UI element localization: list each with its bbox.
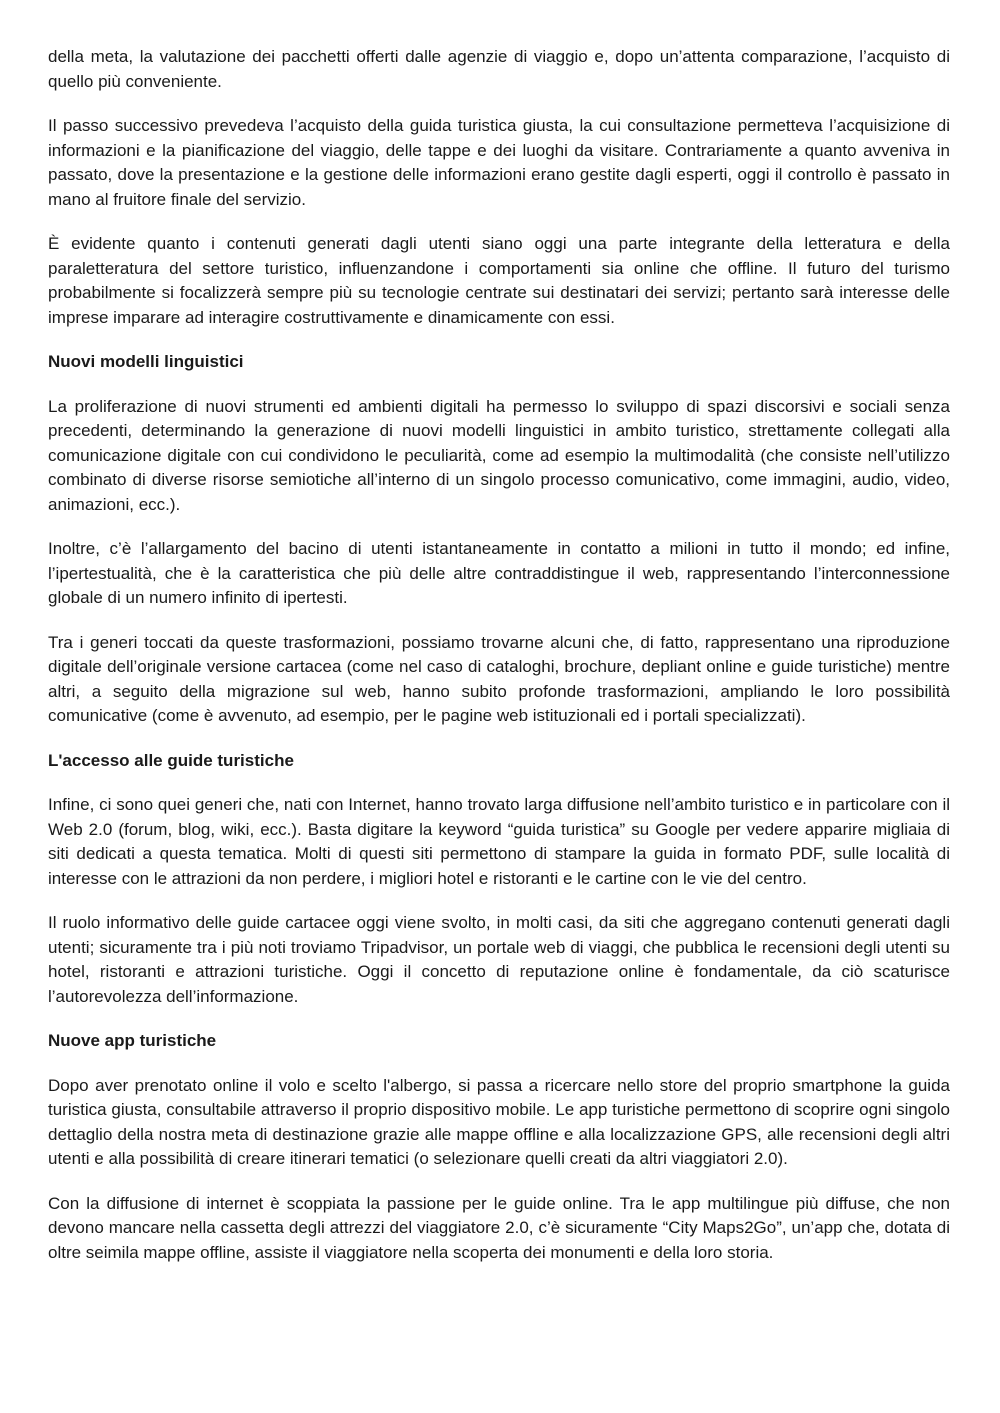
paragraph-web-genres: Infine, ci sono quei generi che, nati con Internet, hanno trovato larga diffusione nell’ambito turistico e in particolare con il Web 2.0 (forum, blog, wiki, ecc.). Basta digitare la keyword “guida turistica” su Google per vedere apparire migliaia di siti dedicati a questa tematica. Molti di questi siti permettono di stampare la guida in formato PDF, sulle località di interesse con le attrazioni da non perdere, i migliori hotel e ristoranti e le cartine con le vie del centro. (48, 795, 950, 888)
paragraph-meta-comparison: della meta, la valutazione dei pacchetti offerti dalle agenzie di viaggio e, dopo un’attenta comparazione, l’acquisto di quello più conveniente. (48, 47, 950, 91)
paragraph-genre-transformations: Tra i generi toccati da queste trasformazioni, possiamo trovarne alcuni che, di fatto, rappresentano una riproduzione digitale dell’originale versione cartacea (come nel caso di cataloghi, brochure, depliant online e guide turistiche) mentre altri, a seguito della migrazione sul web, hanno subito profonde trasformazioni, ampliando le loro possibilità comunicative (come è avvenuto, ad esempio, per le pagine web istituzionali ed i portali specializzati). (48, 632, 950, 725)
heading-linguistic-models: Nuovi modelli linguistici (48, 352, 244, 371)
paragraph-mobile-guides: Dopo aver prenotato online il volo e scelto l'albergo, si passa a ricercare nello store del proprio smartphone la guida turistica giusta, consultabile attraverso il proprio dispositivo mobile. Le app turistiche permettono di scoprire ogni singolo dettaglio della nostra meta di destinazione grazie alle mappe offline e alla localizzazione GPS, alle recensioni degli altri utenti e alla possibilità di creare itinerari tematici (o selezionare quelli creati da altri viaggiatori 2.0). (48, 1075, 950, 1168)
paragraph-digital-tools: La proliferazione di nuovi strumenti ed ambienti digitali ha permesso lo sviluppo di spazi discorsivi e sociali senza precedenti, determinando la generazione di nuovi modelli linguistici in ambito turistico, strettamente collegati alla comunicazione digitale con cui condividono le peculiarità, come ad esempio la multimodalità (che consiste nell’utilizzo combinato di diverse risorse semiotiche all’interno di un singolo processo comunicativo, come immagini, audio, video, animazioni, ecc.). (48, 396, 950, 514)
paragraph-user-generated-content: È evidente quanto i contenuti generati dagli utenti siano oggi una parte integrante della letteratura e della paraletteratura del settore turistico, influenzandone i comportamenti sia online che offline. Il futuro del turismo probabilmente si focalizzerà sempre più su tecnologie centrate sui destinatari dei servizi; pertanto sarà interesse delle imprese imparare ad interagire costruttivamente e dinamicamente con essi. (48, 234, 950, 327)
paragraph-city-maps2go: Con la diffusione di internet è scoppiata la passione per le guide online. Tra le app multilingue più diffuse, che non devono mancare nella cassetta degli attrezzi del viaggiatore 2.0, c’è sicuramente “City Maps2Go”, un’app che, dotata di oltre seimila mappe offline, assiste il viaggiatore nella scoperta dei monumenti e della loro storia. (48, 1193, 950, 1262)
heading-tourist-apps: Nuove app turistiche (48, 1031, 217, 1050)
paragraph-hypertextuality: Inoltre, c’è l’allargamento del bacino di utenti istantaneamente in contatto a milioni in tutto il mondo; ed infine, l’ipertestualità, che è la caratteristica che più delle altre contraddistingue il web, rappresentando l’interconnessione globale di un numero infinito di ipertesti. (48, 539, 950, 607)
paragraph-tripadvisor: Il ruolo informativo delle guide cartacee oggi viene svolto, in molti casi, da siti che aggregano contenuti generati dagli utenti; sicuramente tra i più noti troviamo Tripadvisor, un portale web di viaggi, che pubblica le recensioni degli utenti su hotel, ristoranti e attrazioni turistiche. Oggi il concetto di reputazione online è fondamentale, da ciò scaturisce l’autorevolezza dell’informazione. (48, 913, 950, 1006)
paragraph-guide-purchase: Il passo successivo prevedeva l’acquisto della guida turistica giusta, la cui consultazione permetteva l’acquisizione di informazioni e la pianificazione del viaggio, delle tappe e dei luoghi da visitare. Contrariamente a quanto avveniva in passato, dove la presentazione e la gestione delle informazioni erano gestite dagli esperti, oggi il controllo è passato in mano al fruitore finale del servizio. (48, 116, 950, 209)
heading-guide-access: L'accesso alle guide turistiche (48, 750, 294, 770)
